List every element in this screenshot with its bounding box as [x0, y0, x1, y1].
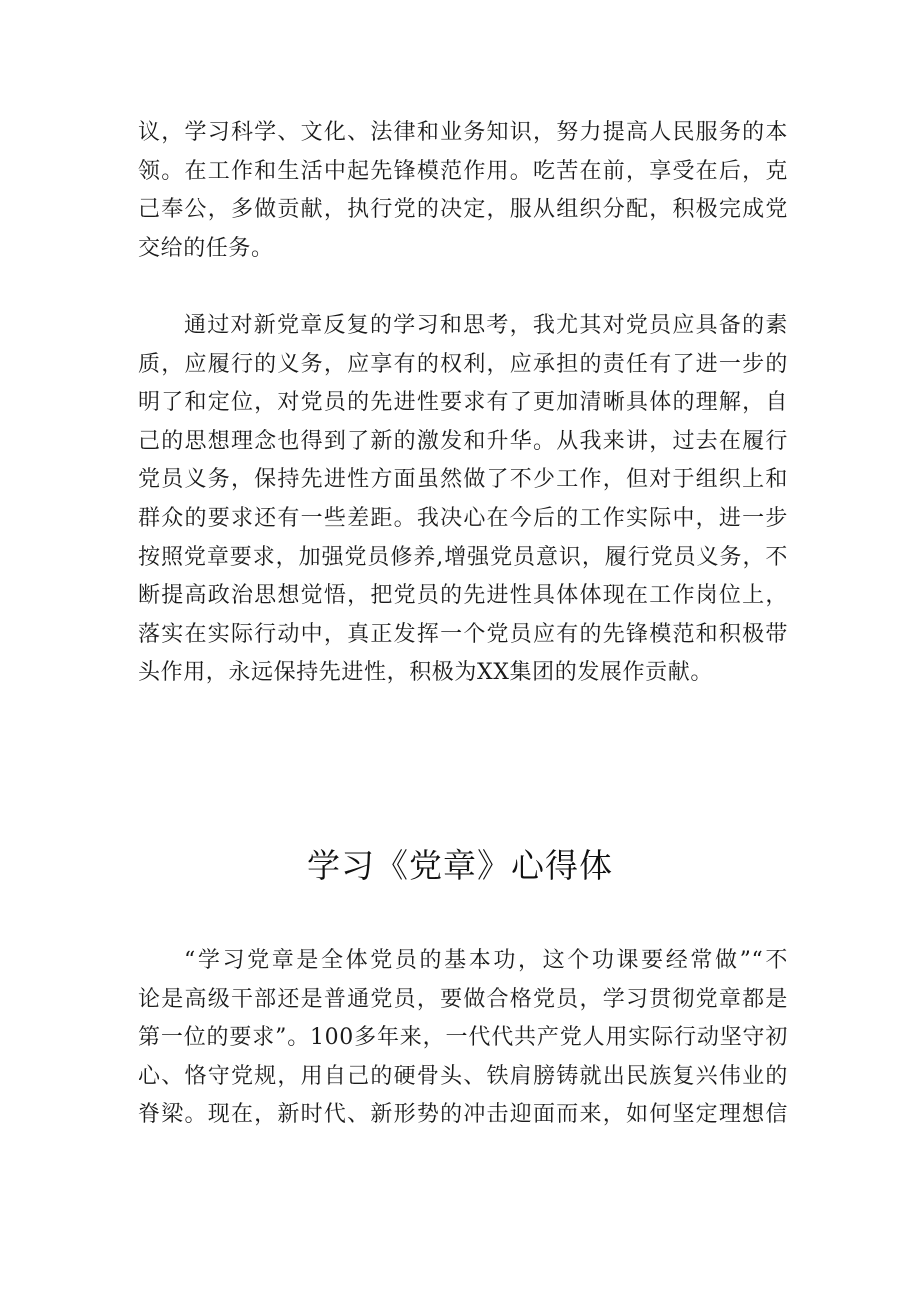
paragraph-continuation [138, 114, 788, 268]
text-line: 落实在实际行动中，真正发挥一个党员应有的先锋模范和积极带 [138, 621, 788, 647]
text-line: 论是高级干部还是普通党员，要做合格党员，学习贯彻党章都是 [138, 986, 788, 1012]
text-line: 脊梁。现在，新时代、新形势的冲击迎面而来，如何坚定理想信 [138, 1102, 788, 1128]
text-line: 己奉公，多做贡献，执行党的决定，服从组织分配，积极完成党 [138, 197, 788, 223]
paragraph-study [138, 942, 788, 1135]
text-line: 通过对新党章反复的学习和思考，我尤其对党员应具备的素 [184, 313, 788, 338]
text-line: 明了和定位，对党员的先进性要求有了更加清晰具体的理解，自 [138, 390, 788, 416]
text-line: 头作用，永远保持先进性，积极为XX集团的发展作贡献。 [138, 660, 713, 686]
text-line: 第一位的要求”。100多年来，一代代共产党人用实际行动坚守初 [138, 1025, 788, 1051]
text-line: 领。在工作和生活中起先锋模范作用。吃苦在前，享受在后，克 [138, 158, 788, 184]
text-line: 心、恪守党规，用自己的硬骨头、铁肩膀铸就出民族复兴伟业的 [138, 1063, 788, 1089]
section-heading: 学习《党章》心得体 [307, 846, 613, 885]
paragraph-reflection [138, 307, 788, 693]
text-line: “学习党章是全体党员的基本功，这个功课要经常做”“不 [184, 948, 788, 973]
text-line: 质，应履行的义务，应享有的权利，应承担的责任有了进一步的 [138, 351, 788, 377]
text-line: 党员义务，保持先进性方面虽然做了不少工作，但对于组织上和 [138, 467, 788, 493]
text-line: 群众的要求还有一些差距。我决心在今后的工作实际中，进一步 [138, 505, 788, 531]
text-line: 议，学习科学、文化、法律和业务知识，努力提高人民服务的本 [138, 120, 788, 145]
text-line: 断提高政治思想觉悟，把党员的先进性具体体现在工作岗位上， [138, 583, 788, 609]
text-line: 己的思想理念也得到了新的激发和升华。从我来讲，过去在履行 [138, 428, 788, 454]
text-line: 按照党章要求，加强党员修养,增强党员意识，履行党员义务，不 [138, 544, 788, 570]
text-line: 交给的任务。 [138, 235, 274, 261]
